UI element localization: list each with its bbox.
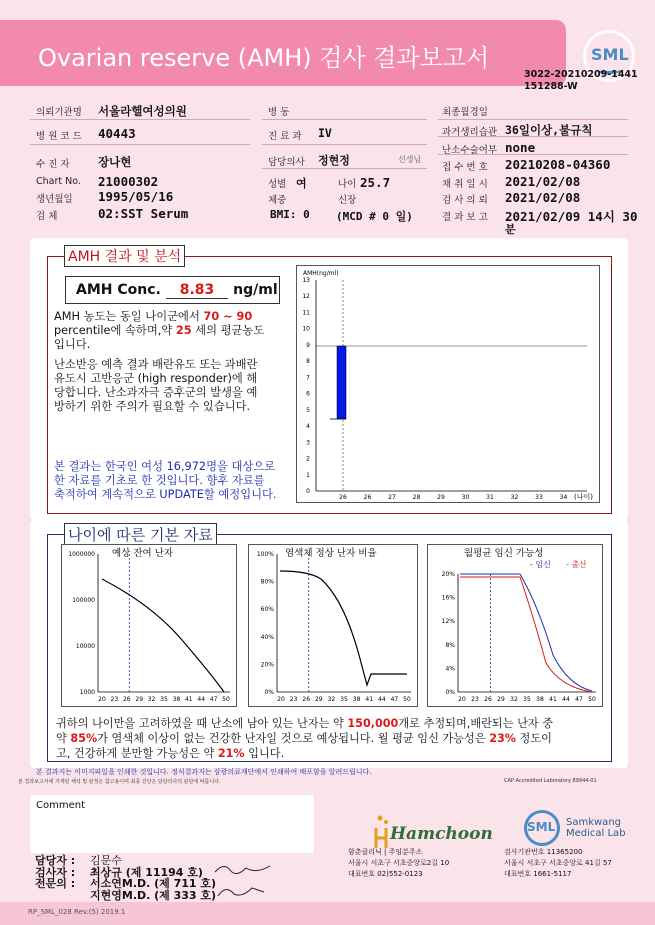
y-tick: 4%: [445, 665, 455, 673]
x-tick: 20: [277, 696, 285, 703]
x-tick: 29: [314, 696, 323, 703]
amh-section-title: AMH 결과 및 분석: [64, 245, 185, 267]
print-notice: 본 결과지는 이미지파일을 인쇄한 것입니다. 정식결과지는 삼광의료재단에서 인쇄하여 배포함을 알려드립니다.: [36, 768, 372, 776]
x-tick: 26: [122, 696, 131, 703]
form-code: RP_SML_028 Rev.(5) 2019.1: [28, 908, 126, 916]
amh-data-note: 본 결과는 한국인 여성 16,972명을 대상으로 한 자료를 기초로 한 것입니다. 향후 자료를 축적하여 계속적으로 UPDATE할 예정입니다.: [54, 460, 277, 501]
x-tick: 26: [302, 696, 311, 703]
document-number: 3022-20210209-1441 151288-W: [524, 69, 638, 92]
pregnancy-curve: [460, 574, 592, 691]
hamchoon-address: 함춘클리닉 | 주임분주소 서울시 서초구 서초중앙로2길 10 대표번호 02)552-0123: [348, 848, 450, 878]
info-column-3: 최종월경일 과거생리습관 36일이상,불규칙 난소수술여부 none 접 수 번 호 20210208-04360 채 취 일 시 2021/02/08 검 사 의 뢰 2021/02/08 결 과 보 고 2021/02/09 14시 30 분: [442, 107, 638, 236]
x-tick: 20: [458, 696, 466, 703]
amh-x-tick: 34: [559, 494, 568, 501]
y-tick: 60%: [260, 606, 274, 614]
x-tick: 44: [377, 696, 386, 703]
amh-x-tick: 28: [412, 494, 421, 501]
chart-title: 예상 잔여 난자: [112, 548, 174, 559]
cap-accreditation: CAP Accredited Laboratory 89944-01: [504, 778, 597, 784]
chromosome-curve: [280, 571, 407, 685]
amh-chart-x-unit: (나이): [574, 493, 593, 501]
y-tick: 20%: [441, 571, 455, 578]
amh-interpretation: AMH 농도는 동일 나이군에서 70 ~ 90 percentile에 속하며,약 25 세의 평균농도 입니다.: [54, 310, 265, 351]
birth-curve: [460, 577, 592, 692]
x-tick: 29: [135, 696, 144, 703]
amh-y-tick: 4: [306, 423, 310, 431]
x-tick: 32: [510, 696, 518, 703]
report-title: Ovarian reserve (AMH) 검사 결과보고서: [38, 44, 490, 72]
amh-x-tick: 27: [388, 494, 396, 501]
amh-chart-y-title: AMH(ng/ml): [303, 270, 339, 277]
legend-pregnancy: - 임신: [530, 560, 551, 569]
x-tick: 35: [523, 696, 531, 703]
amh-conc-value: 8.83: [166, 282, 229, 299]
amh-x-tick: 30: [461, 494, 470, 501]
sml-lab-name: Samkwang Medical Lab: [566, 817, 626, 839]
amh-x-tick: 31: [486, 494, 494, 501]
amh-conc-box: AMH Conc. 8.83 ng/ml: [65, 276, 280, 304]
comment-box: Comment: [30, 795, 314, 853]
y-tick: 1000: [79, 689, 95, 696]
y-tick: 12%: [441, 618, 455, 626]
y-tick: 1000000: [68, 551, 95, 558]
x-tick: 41: [184, 696, 193, 703]
x-tick: 29: [497, 696, 505, 703]
egg-reserve-chart: [61, 544, 237, 707]
y-tick: 100%: [256, 551, 274, 558]
legend-birth: - 출산: [566, 560, 587, 569]
amh-y-tick: 5: [306, 406, 310, 414]
x-tick: 44: [197, 696, 206, 703]
x-tick: 35: [160, 696, 168, 703]
chart-title: 월평균 임신 가능성: [464, 548, 544, 559]
x-tick: 41: [365, 696, 374, 703]
age-summary: 귀하의 나이만을 고려하였을 때 난소에 남아 있는 난자는 약 150,000개로 추정되며,배란되는 난자 중 약 85%가 염색체 이상이 없는 건강한 난자일 것으로 예상됩니다. 월 평균 임신 가능성은 23% 정도이 고, 건강하게 분만할 가능성은 약 21% 입니다.: [56, 717, 554, 760]
egg-reserve-curve: [102, 579, 224, 692]
y-tick: 0%: [264, 689, 274, 696]
amh-y-tick: 3: [306, 439, 310, 447]
amh-y-tick: 1: [306, 471, 310, 479]
x-tick: 26: [484, 696, 492, 703]
amh-x-tick: 33: [535, 494, 543, 501]
amh-y-tick: 6: [306, 390, 310, 398]
x-tick: 38: [352, 696, 361, 703]
y-tick: 8%: [445, 641, 455, 649]
amh-response-text: 난소반응 예측 결과 배란유도 또는 과배란 유도시 고반응군 (high responder)에 해 당합니다. 난소과자극 증후군의 발생을 예 방하기 위한 주의가 필요할 수 있습니다.: [54, 358, 258, 413]
x-tick: 20: [98, 696, 106, 703]
x-tick: 41: [549, 696, 557, 703]
sml-logo-text: SML: [591, 45, 629, 64]
x-tick: 50: [403, 696, 411, 703]
sml-lab-logo-text: SML: [527, 820, 556, 834]
chart-title: 염색체 정상 난자 비율: [285, 548, 377, 559]
amh-y-tick: 8: [306, 358, 310, 366]
y-tick: 0%: [445, 689, 455, 696]
y-tick: 40%: [260, 633, 274, 641]
amh-chart: [296, 265, 600, 503]
y-tick: 100000: [72, 597, 95, 604]
amh-x-tick: 26: [339, 494, 347, 501]
x-tick: 44: [562, 696, 570, 703]
info-column-2: 병 동 진 료 과 IV 담당의사 정현정 선생님 성별 여 나이 25.7 체중 신장 BMI: 0 (MCD # 0 일): [268, 107, 422, 223]
y-tick: 20%: [260, 661, 274, 669]
x-tick: 50: [222, 696, 230, 703]
x-tick: 38: [536, 696, 544, 703]
amh-x-tick: 32: [510, 494, 519, 501]
amh-x-tick: 29: [437, 494, 445, 501]
x-tick: 32: [147, 696, 156, 703]
x-tick: 23: [289, 696, 298, 703]
x-tick: 32: [327, 696, 336, 703]
amh-range-bar: [337, 346, 346, 419]
normal-chromosome-chart: [248, 544, 418, 707]
amh-y-tick: 0: [306, 488, 310, 495]
amh-y-tick: 10: [302, 325, 310, 333]
age-section-title: 나이에 따른 기본 자료: [64, 523, 217, 546]
y-tick: 80%: [260, 578, 274, 586]
amh-y-tick: 9: [306, 341, 310, 349]
sml-lab-address: 검사기관번호 11365200 서울시 서초구 서초중앙로 41길 57 대표번호 1661-5117: [504, 848, 612, 878]
staff-list: 담당자 : 김문수 검사자 : 최상규 (제 11194 호) 전문의 : 서소연M.D. (제 711 호) 지현영M.D. (제 333 호): [35, 854, 217, 902]
amh-y-tick: 11: [302, 309, 310, 317]
pregnancy-chance-chart: [427, 544, 603, 707]
x-tick: 35: [340, 696, 348, 703]
x-tick: 50: [588, 696, 596, 703]
disclaimer: 본 결과보고서에 기재된 해석 및 판정은 참고용이며 최종 진단은 담당의사의 판단에 따릅니다.: [18, 779, 221, 785]
x-tick: 23: [110, 696, 119, 703]
signature: [212, 858, 282, 903]
amh-y-tick: 12: [302, 293, 310, 301]
amh-y-tick: 2: [306, 455, 310, 463]
x-tick: 47: [209, 696, 218, 703]
hamchoon-mark-icon: [372, 814, 392, 850]
y-tick: 10000: [75, 643, 95, 650]
y-tick: 16%: [441, 594, 455, 602]
x-tick: 47: [390, 696, 399, 703]
x-tick: 47: [575, 696, 583, 703]
x-tick: 23: [471, 696, 479, 703]
amh-y-tick: 7: [306, 374, 310, 382]
amh-x-tick: 26: [363, 494, 372, 501]
x-tick: 38: [172, 696, 181, 703]
amh-y-tick: 13: [302, 277, 310, 284]
